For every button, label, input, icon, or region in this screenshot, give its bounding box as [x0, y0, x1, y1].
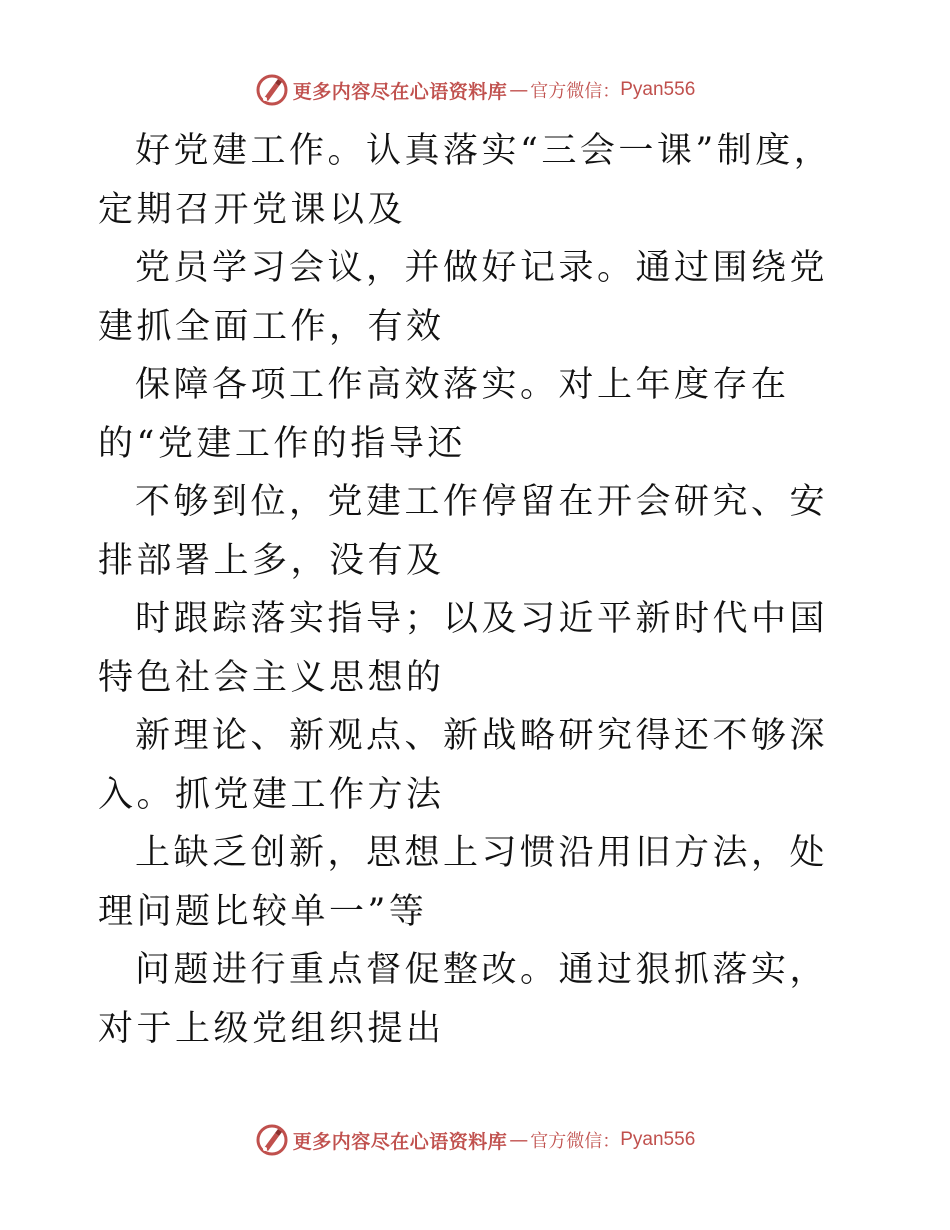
pen-logo-icon [255, 1123, 289, 1157]
paragraph: 好党建工作。认真落实“三会一课”制度，定期召开党课以及 [98, 131, 833, 230]
paragraph: 不够到位，党建工作停留在开会研究、安排部署上多，没有及 [98, 482, 829, 581]
pen-logo-icon [255, 73, 289, 107]
paragraph: 新理论、新观点、新战略研究得还不够深入。抓党建工作方法 [98, 716, 829, 815]
paragraph: 问题进行重点督促整改。通过狠抓落实，对于上级党组织提出 [98, 950, 829, 1049]
footer-wechat-label: 官方微信： [530, 1131, 621, 1152]
footer-brand-text: 更多内容尽在心语资料库 [292, 1130, 508, 1153]
header-banner [0, 70, 950, 110]
paragraph: 上缺乏创新，思想上习惯沿用旧方法，处理问题比较单一”等 [98, 833, 829, 932]
paragraph: 保障各项工作高效落实。对上年度存在的“党建工作的指导还 [98, 365, 790, 464]
header-dash: — [509, 79, 529, 101]
header-wechat-account: Pyan556 [620, 79, 696, 100]
header-brand-text: 更多内容尽在心语资料库 [292, 80, 508, 103]
header-wechat-label: 官方微信： [530, 81, 621, 102]
footer-banner [0, 1120, 950, 1160]
document-body [98, 122, 858, 1058]
paragraph: 党员学习会议，并做好记录。通过围绕党建抓全面工作，有效 [98, 248, 829, 347]
footer-dash: — [509, 1129, 529, 1151]
footer-wechat-account: Pyan556 [620, 1129, 696, 1150]
paragraph: 时跟踪落实指导；以及习近平新时代中国特色社会主义思想的 [98, 599, 829, 698]
